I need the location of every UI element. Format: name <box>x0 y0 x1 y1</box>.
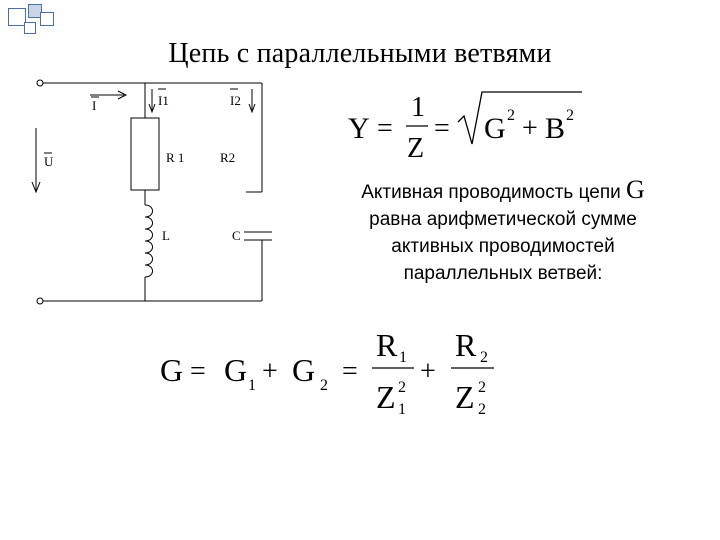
formula-g-lhs: G <box>160 352 184 388</box>
label-resistor-2: R2 <box>220 150 236 165</box>
formula-y-b: B <box>545 112 566 145</box>
formula-g-num2-sub: 2 <box>480 349 488 366</box>
label-resistor-1: R 1 <box>166 150 185 165</box>
description-line-2: равна арифметической сумме <box>369 209 637 230</box>
formula-g-den2-sup: 2 <box>478 379 486 396</box>
formula-g-den1-sub: 1 <box>398 401 406 418</box>
description-symbol-g: G <box>626 175 645 204</box>
formula-g-plus2: + <box>420 356 436 387</box>
formula-g-sub1: 1 <box>248 377 256 394</box>
description-line-1-text: Активная проводимость цепи <box>361 182 621 203</box>
label-inductor: L <box>162 228 170 243</box>
description-line-3: активных проводимостей <box>391 236 615 257</box>
formula-y-lhs: Y <box>348 112 370 145</box>
formula-y-num: 1 <box>411 92 425 123</box>
formula-y-g-exp: 2 <box>507 107 515 124</box>
label-current-2: I2 <box>230 93 241 108</box>
slide-title: Цепь с параллельными ветвями <box>168 38 552 69</box>
formula-g-plus1: + <box>262 356 278 387</box>
label-current-total: I <box>92 98 97 113</box>
formula-g-den1-sup: 2 <box>398 379 406 396</box>
formula-g-sub2: 2 <box>320 377 328 394</box>
formula-y-den: Z <box>407 133 425 164</box>
formula-g-den1: Z <box>376 379 396 415</box>
formula-g-den2-sub: 2 <box>478 401 486 418</box>
description-line-4: параллельных ветвей: <box>403 263 603 284</box>
formula-g-eq1: = <box>190 356 206 387</box>
formula-g-num1-sub: 1 <box>399 349 407 366</box>
formula-g-num2: R <box>455 327 477 363</box>
formula-g-eq2: = <box>342 356 358 387</box>
formula-y-eq1: = <box>377 113 393 144</box>
formula-y-g: G <box>484 112 506 145</box>
formula-g-g1: G <box>224 352 248 388</box>
formula-y-eq2: = <box>434 113 450 144</box>
formula-y-b-exp: 2 <box>566 107 574 124</box>
label-capacitor: C <box>232 228 241 243</box>
formula-g-num1: R <box>376 327 398 363</box>
label-current-1: I1 <box>158 93 169 108</box>
formula-g-den2: Z <box>455 379 475 415</box>
formula-y-plus: + <box>522 113 538 144</box>
label-voltage: U <box>44 154 54 169</box>
formula-g-g2: G <box>292 352 316 388</box>
